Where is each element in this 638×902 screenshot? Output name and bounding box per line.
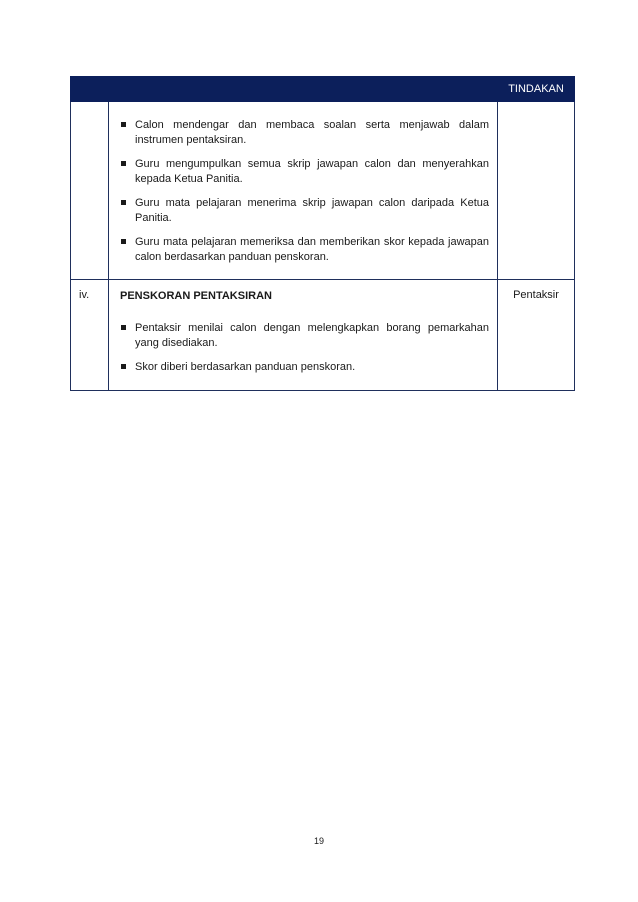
row1-number-cell [71,102,109,280]
bullet-square-icon [121,200,126,205]
row1-activity-cell [109,102,498,280]
bullet-text: Guru mengumpulkan semua skrip jawapan calon dan menyerahkan kepada Ketua Panitia. [135,158,489,185]
bullet-square-icon [121,122,126,127]
bullet-text: Pentaksir menilai calon dengan melengkapkan borang pemarkahan yang disediakan. [135,322,489,349]
table-row [71,280,575,391]
row1-bullet-list [114,118,497,265]
bullet-square-icon [121,239,126,244]
table-row [71,102,575,280]
bullet-text: Skor diberi berdasarkan panduan penskoran. [135,361,356,373]
section-title: PENSKORAN PENTAKSIRAN [120,290,272,302]
bullet-text: Guru mata pelajaran menerima skrip jawapan calon daripada Ketua Panitia. [135,197,489,224]
bullet-text: Calon mendengar dan membaca soalan serta menjawab dalam instrumen pentaksiran. [135,119,489,146]
row2-number-cell: iv. [71,280,109,391]
page-number: 19 [313,836,324,846]
table-header-row [71,77,575,102]
header-cell-number [71,77,109,102]
list-item [114,321,489,351]
row2-bullet-list [114,321,497,375]
row2-activity-cell [109,280,498,391]
list-item [114,360,489,375]
list-item [114,235,489,265]
list-item [114,196,489,226]
bullet-square-icon [121,325,126,330]
row1-action-cell [498,102,575,280]
header-cell-action: TINDAKAN [498,77,575,102]
list-item [114,157,489,187]
bullet-square-icon [121,161,126,166]
procedure-table [70,76,575,391]
bullet-square-icon [121,364,126,369]
header-cell-activity [109,77,498,102]
row2-action-cell: Pentaksir [498,280,575,391]
bullet-text: Guru mata pelajaran memeriksa dan memberikan skor kepada jawapan calon berdasarkan panduan penskoran. [135,236,489,263]
list-item [114,118,489,148]
